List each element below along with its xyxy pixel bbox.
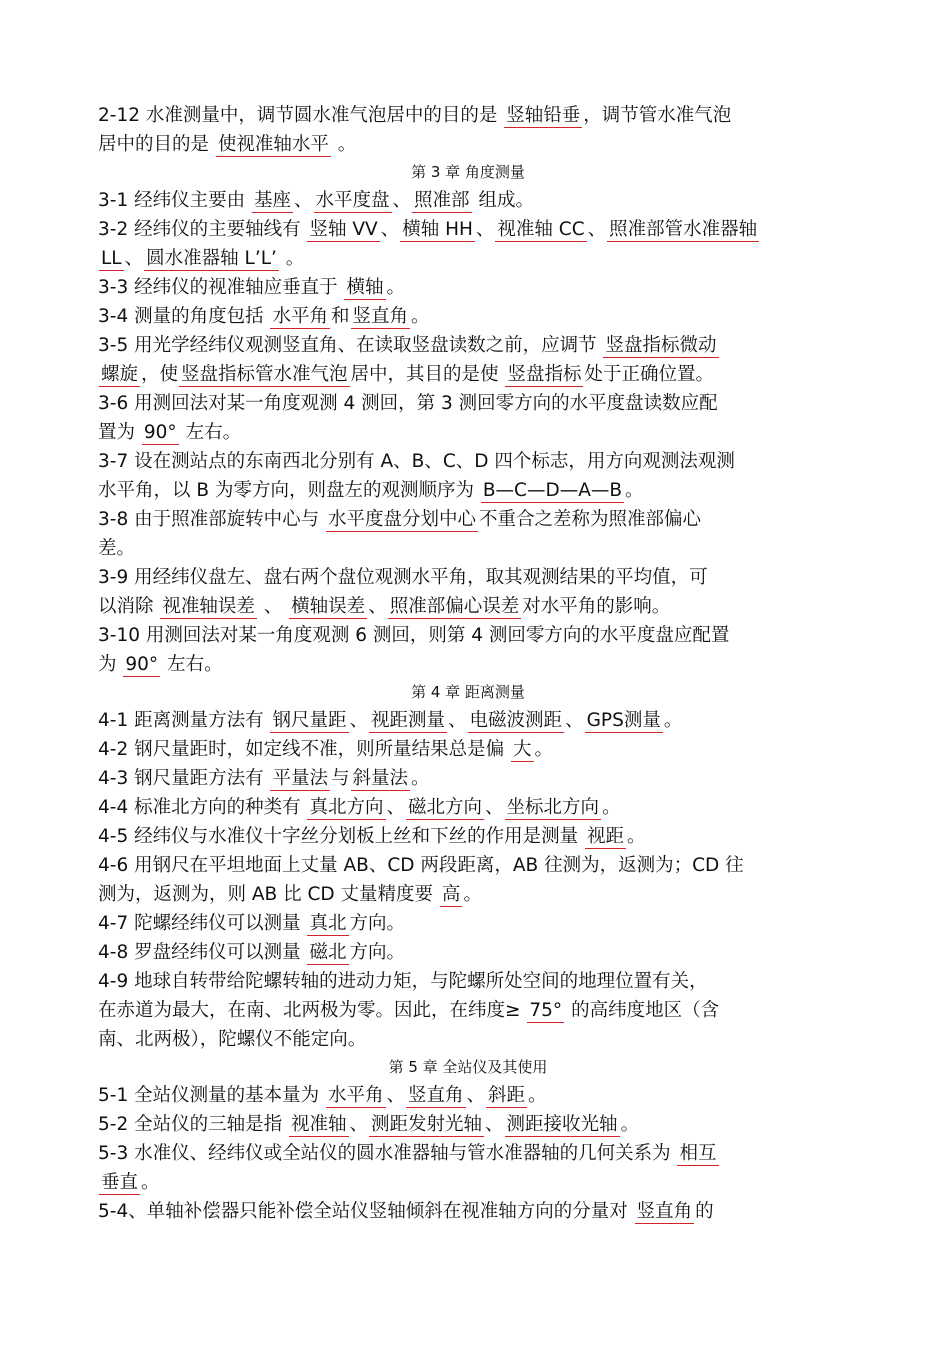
question-text: 、 [368,596,387,617]
question-text: ，调节管水准气泡 [583,105,732,126]
question-text: 、 [386,1085,406,1106]
question-text: 4-3 钢尺量距方法有 [98,768,270,789]
question-text: 组成。 [472,190,534,211]
question-text: 3-2 经纬仪的主要轴线有 [98,219,307,240]
answer-underlined: 横轴 [346,277,384,298]
answer-underlined: LL [101,248,122,269]
answer-underlined: GPS测量 [586,710,661,731]
text-line [98,706,838,735]
answer-underlined: 真北 [309,913,347,934]
question-text: 和 [331,306,350,327]
question-text: 。 [411,306,430,327]
question-text: 3-3 经纬仪的视准轴应垂直于 [98,277,344,298]
question-text: 4-9 地球自转带给陀螺转轴的进动力矩，与陀螺所处空间的地理位置有关， [98,971,708,992]
chapter-heading-text: 第 5 章 全站仪及其使用 [388,1058,548,1076]
question-text: 。 [141,1172,160,1193]
text-line [98,447,838,476]
question-text: 5-2 全站仪的三轴是指 [98,1114,288,1135]
question-text: 。 [463,884,482,905]
answer-underlined: 水平角 [327,1085,384,1106]
question-text: 4-7 陀螺经纬仪可以测量 [98,913,307,934]
question-text: 与 [331,768,350,789]
question-text: 。 [620,1114,640,1135]
answer-underlined: 大 [512,739,532,760]
answer-underlined: 垂直 [101,1172,139,1193]
text-line [98,909,838,938]
answer-underlined: 90° [143,422,177,443]
question-text: 3-10 用测回法对某一角度观测 6 测回，则第 4 测回零方向的水平度盘应配置 [98,625,730,646]
answer-underlined: B—C—D—A—B [482,480,623,501]
text-line [98,735,838,764]
text-line [98,534,838,563]
text-line [98,389,838,418]
question-text: 。 [528,1085,547,1106]
question-text: 、 [392,190,412,211]
text-line [98,880,838,909]
document-page [98,101,838,1226]
answer-underlined: 75° [529,1000,563,1021]
answer-underlined: 使视准轴水平 [217,134,329,155]
chapter-heading-text: 第 4 章 距离测量 [411,683,525,701]
question-text: 的 [695,1201,714,1222]
text-line [98,418,838,447]
answer-underlined: 斜距 [488,1085,526,1106]
question-text: 5-4、单轴补偿器只能补偿全站仪竖轴倾斜在视准轴方向的分量对 [98,1201,634,1222]
chapter-heading [98,159,838,186]
answer-underlined: 竖盘指标管水准气泡 [181,364,348,385]
question-text: 。 [663,710,683,731]
question-text: 5-1 全站仪测量的基本量为 [98,1085,325,1106]
question-text: 4-6 用钢尺在平坦地面上丈量 AB、CD 两段距离，AB 往测为，返测为；CD 往 [98,855,744,876]
answer-underlined: 90° [125,654,159,675]
question-text: 。 [279,248,305,269]
question-text: 、 [475,219,495,240]
text-line [98,938,838,967]
answer-underlined: 视距 [586,826,624,847]
question-text: 。 [627,826,646,847]
question-text: 南、北两极），陀螺仪不能定向。 [98,1029,367,1050]
question-text: 、 [294,190,313,211]
chapter-heading [98,1054,838,1081]
answer-underlined: 电磁波测距 [469,710,563,731]
question-text: 、 [349,710,369,731]
text-line [98,1110,838,1139]
question-text: 差。 [98,538,136,559]
question-text: 5-3 水准仪、经纬仪或全站仪的圆水准器轴与管水准器轴的几何关系为 [98,1143,677,1164]
answer-underlined: 竖直角 [352,306,409,327]
answer-underlined: 横轴误差 [291,596,366,617]
answer-underlined: 平量法 [272,768,328,789]
question-text: 4-5 经纬仪与水准仪十字丝分划板上丝和下丝的作用是测量 [98,826,584,847]
answer-underlined: 视准轴 CC [497,219,585,240]
text-line [98,822,838,851]
answer-underlined: 竖轴铅垂 [506,105,581,126]
answer-underlined: 竖盘指标 [507,364,582,385]
question-text: 。 [331,134,357,155]
chapter-heading [98,679,838,706]
question-text: 3-1 经纬仪主要由 [98,190,251,211]
text-line [98,273,838,302]
text-line [98,215,838,244]
text-line [98,130,838,159]
answer-underlined: 横轴 HH [402,219,473,240]
question-text: 4-4 标准北方向的种类有 [98,797,307,818]
answer-underlined: 照准部管水准器轴 [609,219,758,240]
question-text: 居中的目的是 [98,134,215,155]
chapter-heading-text: 第 3 章 角度测量 [411,163,525,181]
answer-underlined: 坐标北方向 [506,797,600,818]
text-line [98,1025,838,1054]
question-text: 3-9 用经纬仪盘左、盘右两个盘位观测水平角，取其观测结果的平均值，可 [98,567,708,588]
answer-underlined: 测距发射光轴 [371,1114,483,1135]
question-text: 、 [485,1114,504,1135]
answer-underlined: 竖轴 VV [309,219,378,240]
text-line [98,302,838,331]
text-line [98,764,838,793]
text-line [98,996,838,1025]
answer-underlined: 竖盘指标微动 [605,335,717,356]
text-line [98,793,838,822]
question-text: 4-8 罗盘经纬仪可以测量 [98,942,307,963]
answer-underlined: 相互 [679,1143,717,1164]
answer-underlined: 测距接收光轴 [506,1114,618,1135]
answer-underlined: 水平角 [272,306,328,327]
question-text: 、 [257,596,289,617]
question-text: 、 [485,797,504,818]
answer-underlined: 钢尺量距 [272,710,347,731]
question-text: 、 [587,219,607,240]
answer-underlined: 视准轴误差 [162,596,255,617]
question-text: 、 [386,797,406,818]
text-line [98,476,838,505]
question-text: 3-8 由于照准部旋转中心与 [98,509,325,530]
answer-underlined: 螺旋 [101,364,139,385]
answer-underlined: 视准轴 [290,1114,347,1135]
answer-underlined: 竖直角 [408,1085,464,1106]
question-text: 。 [411,768,430,789]
answer-underlined: 磁北 [309,942,347,963]
text-line [98,650,838,679]
text-line [98,101,838,130]
text-line [98,186,838,215]
question-text: 对水平角的影响。 [522,596,671,617]
question-text: 、 [448,710,467,731]
question-text: 。 [386,277,406,298]
question-text: 、 [565,710,584,731]
question-text: 。 [625,480,644,501]
question-text: 。 [534,739,554,760]
answer-underlined: 视距测量 [371,710,446,731]
answer-underlined: 照准部偏心误差 [389,596,520,617]
question-text: 方向。 [349,913,406,934]
question-text: 测为，返测为，则 AB 比 CD 丈量精度要 [98,884,439,905]
answer-underlined: 竖直角 [636,1201,693,1222]
text-line [98,331,838,360]
answer-underlined: 磁北方向 [408,797,483,818]
text-line [98,505,838,534]
answer-underlined: 斜量法 [352,768,409,789]
answer-underlined: 水平度盘分划中心 [327,509,476,530]
answer-underlined: 真北方向 [309,797,384,818]
question-text: 居中，其目的是使 [350,364,505,385]
question-text: 2-12 水准测量中，调节圆水准气泡居中的目的是 [98,105,504,126]
question-text: 3-5 用光学经纬仪观测竖直角、在读取竖盘读数之前，应调节 [98,335,603,356]
question-text: 处于正确位置。 [584,364,714,385]
question-text: 、 [124,248,144,269]
text-line [98,1197,838,1226]
question-text: 4-1 距离测量方法有 [98,710,270,731]
question-text: 置为 [98,422,141,443]
question-text: 的高纬度地区（含 [565,1000,720,1021]
question-text: 4-2 钢尺量距时，如定线不准，则所量结果总是偏 [98,739,510,760]
question-text: 、 [380,219,400,240]
question-text: 左右。 [161,654,223,675]
question-text: 。 [602,797,621,818]
text-line [98,851,838,880]
question-text: 、 [466,1085,486,1106]
text-line [98,1139,838,1168]
text-line [98,621,838,650]
question-text: 3-4 测量的角度包括 [98,306,270,327]
question-text: 3-6 用测回法对某一角度观测 4 测回，第 3 测回零方向的水平度盘读数应配 [98,393,718,414]
question-text: 、 [349,1114,369,1135]
answer-underlined: 照准部 [414,190,470,211]
answer-underlined: 高 [441,884,461,905]
question-text: 方向。 [349,942,406,963]
answer-underlined: 圆水准器轴 L’L’ [146,248,277,269]
question-text: 以消除 [98,596,160,617]
text-line [98,592,838,621]
question-text: 不重合之差称为照准部偏心 [479,509,702,530]
text-line [98,360,838,389]
question-text: 水平角，以 B 为零方向，则盘左的观测顺序为 [98,480,480,501]
question-text: 为 [98,654,123,675]
text-line [98,244,838,273]
question-text: 3-7 设在测站点的东南西北分别有 A、B、C、D 四个标志，用方向观测法观测 [98,451,735,472]
text-line [98,1081,838,1110]
question-text: 左右。 [179,422,242,443]
answer-underlined: 水平度盘 [315,190,390,211]
text-line [98,967,838,996]
question-text: 在赤道为最大，在南、北两极为零。因此，在纬度≥ [98,1000,527,1021]
answer-underlined: 基座 [253,190,291,211]
question-text: ，使 [141,364,179,385]
text-line [98,1168,838,1197]
text-line [98,563,838,592]
